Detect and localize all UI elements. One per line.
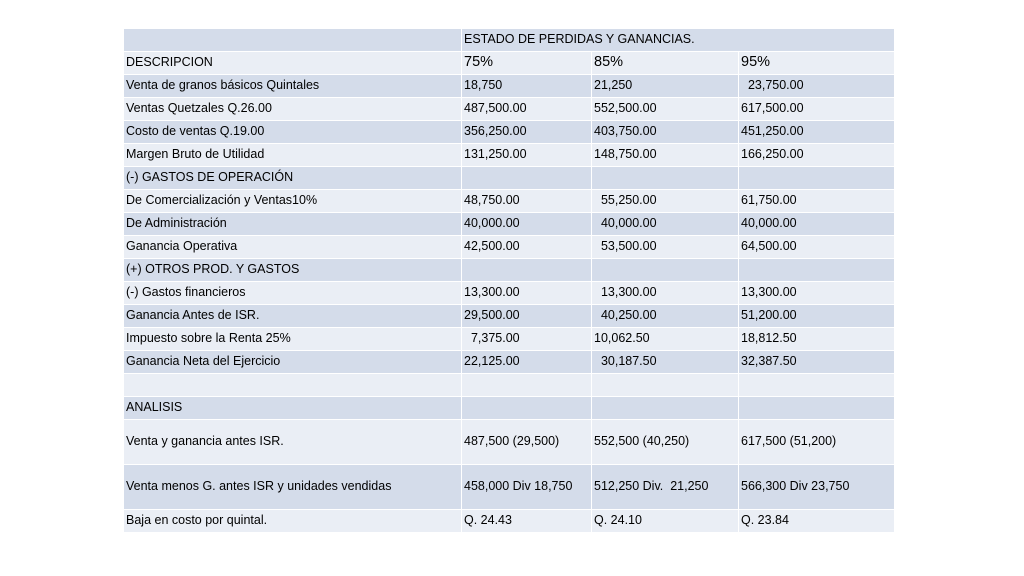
table-row (124, 510, 895, 533)
row-value: 64,500.00 (739, 236, 895, 259)
row-value: 458,000 Div 18,750 (462, 465, 592, 510)
row-value: 21,250 (592, 75, 739, 98)
row-label: (+) OTROS PROD. Y GASTOS (124, 259, 462, 282)
row-value (592, 259, 739, 282)
row-label: Impuesto sobre la Renta 25% (124, 328, 462, 351)
row-value: 131,250.00 (462, 144, 592, 167)
row-value: Q. 24.43 (462, 510, 592, 533)
table-row (124, 190, 895, 213)
row-label: Ganancia Neta del Ejercicio (124, 351, 462, 374)
row-value: 42,500.00 (462, 236, 592, 259)
row-value: 566,300 Div 23,750 (739, 465, 895, 510)
statement-title: ESTADO DE PERDIDAS Y GANANCIAS. (462, 29, 895, 52)
row-value (739, 374, 895, 397)
row-value: 356,250.00 (462, 121, 592, 144)
table-row (124, 351, 895, 374)
row-value (462, 259, 592, 282)
title-empty-cell (124, 29, 462, 52)
row-value: 617,500 (51,200) (739, 420, 895, 465)
title-row (124, 29, 895, 52)
row-value: 617,500.00 (739, 98, 895, 121)
table-row (124, 144, 895, 167)
row-value: 32,387.50 (739, 351, 895, 374)
table-row (124, 236, 895, 259)
row-value (462, 397, 592, 420)
row-label: Costo de ventas Q.19.00 (124, 121, 462, 144)
row-value: 512,250 Div. 21,250 (592, 465, 739, 510)
row-value: Q. 24.10 (592, 510, 739, 533)
row-label (124, 374, 462, 397)
row-value: 22,125.00 (462, 351, 592, 374)
row-value: 451,250.00 (739, 121, 895, 144)
table-row (124, 121, 895, 144)
table-row (124, 167, 895, 190)
row-value (592, 397, 739, 420)
row-label: (-) Gastos financieros (124, 282, 462, 305)
scenario-header-85: 85% (592, 52, 739, 75)
table-row (124, 397, 895, 420)
row-label: Ganancia Antes de ISR. (124, 305, 462, 328)
row-value: 40,250.00 (592, 305, 739, 328)
row-label: Ganancia Operativa (124, 236, 462, 259)
row-label: Venta y ganancia antes ISR. (124, 420, 462, 465)
row-value (739, 167, 895, 190)
row-value: 13,300.00 (462, 282, 592, 305)
row-value: 487,500.00 (462, 98, 592, 121)
row-label: Venta menos G. antes ISR y unidades vendidas (124, 465, 462, 510)
row-value: 403,750.00 (592, 121, 739, 144)
row-label: De Administración (124, 213, 462, 236)
row-value: 55,250.00 (592, 190, 739, 213)
row-value: 40,000.00 (462, 213, 592, 236)
row-value: 51,200.00 (739, 305, 895, 328)
row-label: Baja en costo por quintal. (124, 510, 462, 533)
row-label: ANALISIS (124, 397, 462, 420)
header-row (124, 52, 895, 75)
row-value: 13,300.00 (592, 282, 739, 305)
scenario-header-95: 95% (739, 52, 895, 75)
row-value: 53,500.00 (592, 236, 739, 259)
row-value: 487,500 (29,500) (462, 420, 592, 465)
row-value (462, 374, 592, 397)
income-statement-table (123, 28, 895, 533)
table-row (124, 328, 895, 351)
row-value: 18,812.50 (739, 328, 895, 351)
row-value: 61,750.00 (739, 190, 895, 213)
row-value: 552,500 (40,250) (592, 420, 739, 465)
row-value: 23,750.00 (739, 75, 895, 98)
row-value (739, 259, 895, 282)
row-label: Venta de granos básicos Quintales (124, 75, 462, 98)
row-value: 166,250.00 (739, 144, 895, 167)
row-value: 552,500.00 (592, 98, 739, 121)
table-row (124, 75, 895, 98)
row-label: De Comercialización y Ventas10% (124, 190, 462, 213)
row-value: Q. 23.84 (739, 510, 895, 533)
row-value: 29,500.00 (462, 305, 592, 328)
table-row (124, 465, 895, 510)
row-value: 30,187.50 (592, 351, 739, 374)
description-header: DESCRIPCION (124, 52, 462, 75)
row-value (739, 397, 895, 420)
row-value: 13,300.00 (739, 282, 895, 305)
table-row (124, 305, 895, 328)
row-value: 40,000.00 (739, 213, 895, 236)
table-row (124, 282, 895, 305)
row-value (592, 374, 739, 397)
table-row (124, 420, 895, 465)
row-label: Ventas Quetzales Q.26.00 (124, 98, 462, 121)
row-value: 10,062.50 (592, 328, 739, 351)
row-label: Margen Bruto de Utilidad (124, 144, 462, 167)
row-value: 18,750 (462, 75, 592, 98)
row-value (592, 167, 739, 190)
table-row (124, 259, 895, 282)
table-row (124, 374, 895, 397)
row-value: 7,375.00 (462, 328, 592, 351)
table-row (124, 213, 895, 236)
row-value: 40,000.00 (592, 213, 739, 236)
row-value: 148,750.00 (592, 144, 739, 167)
row-value (462, 167, 592, 190)
scenario-header-75: 75% (462, 52, 592, 75)
row-value: 48,750.00 (462, 190, 592, 213)
row-label: (-) GASTOS DE OPERACIÓN (124, 167, 462, 190)
table-row (124, 98, 895, 121)
